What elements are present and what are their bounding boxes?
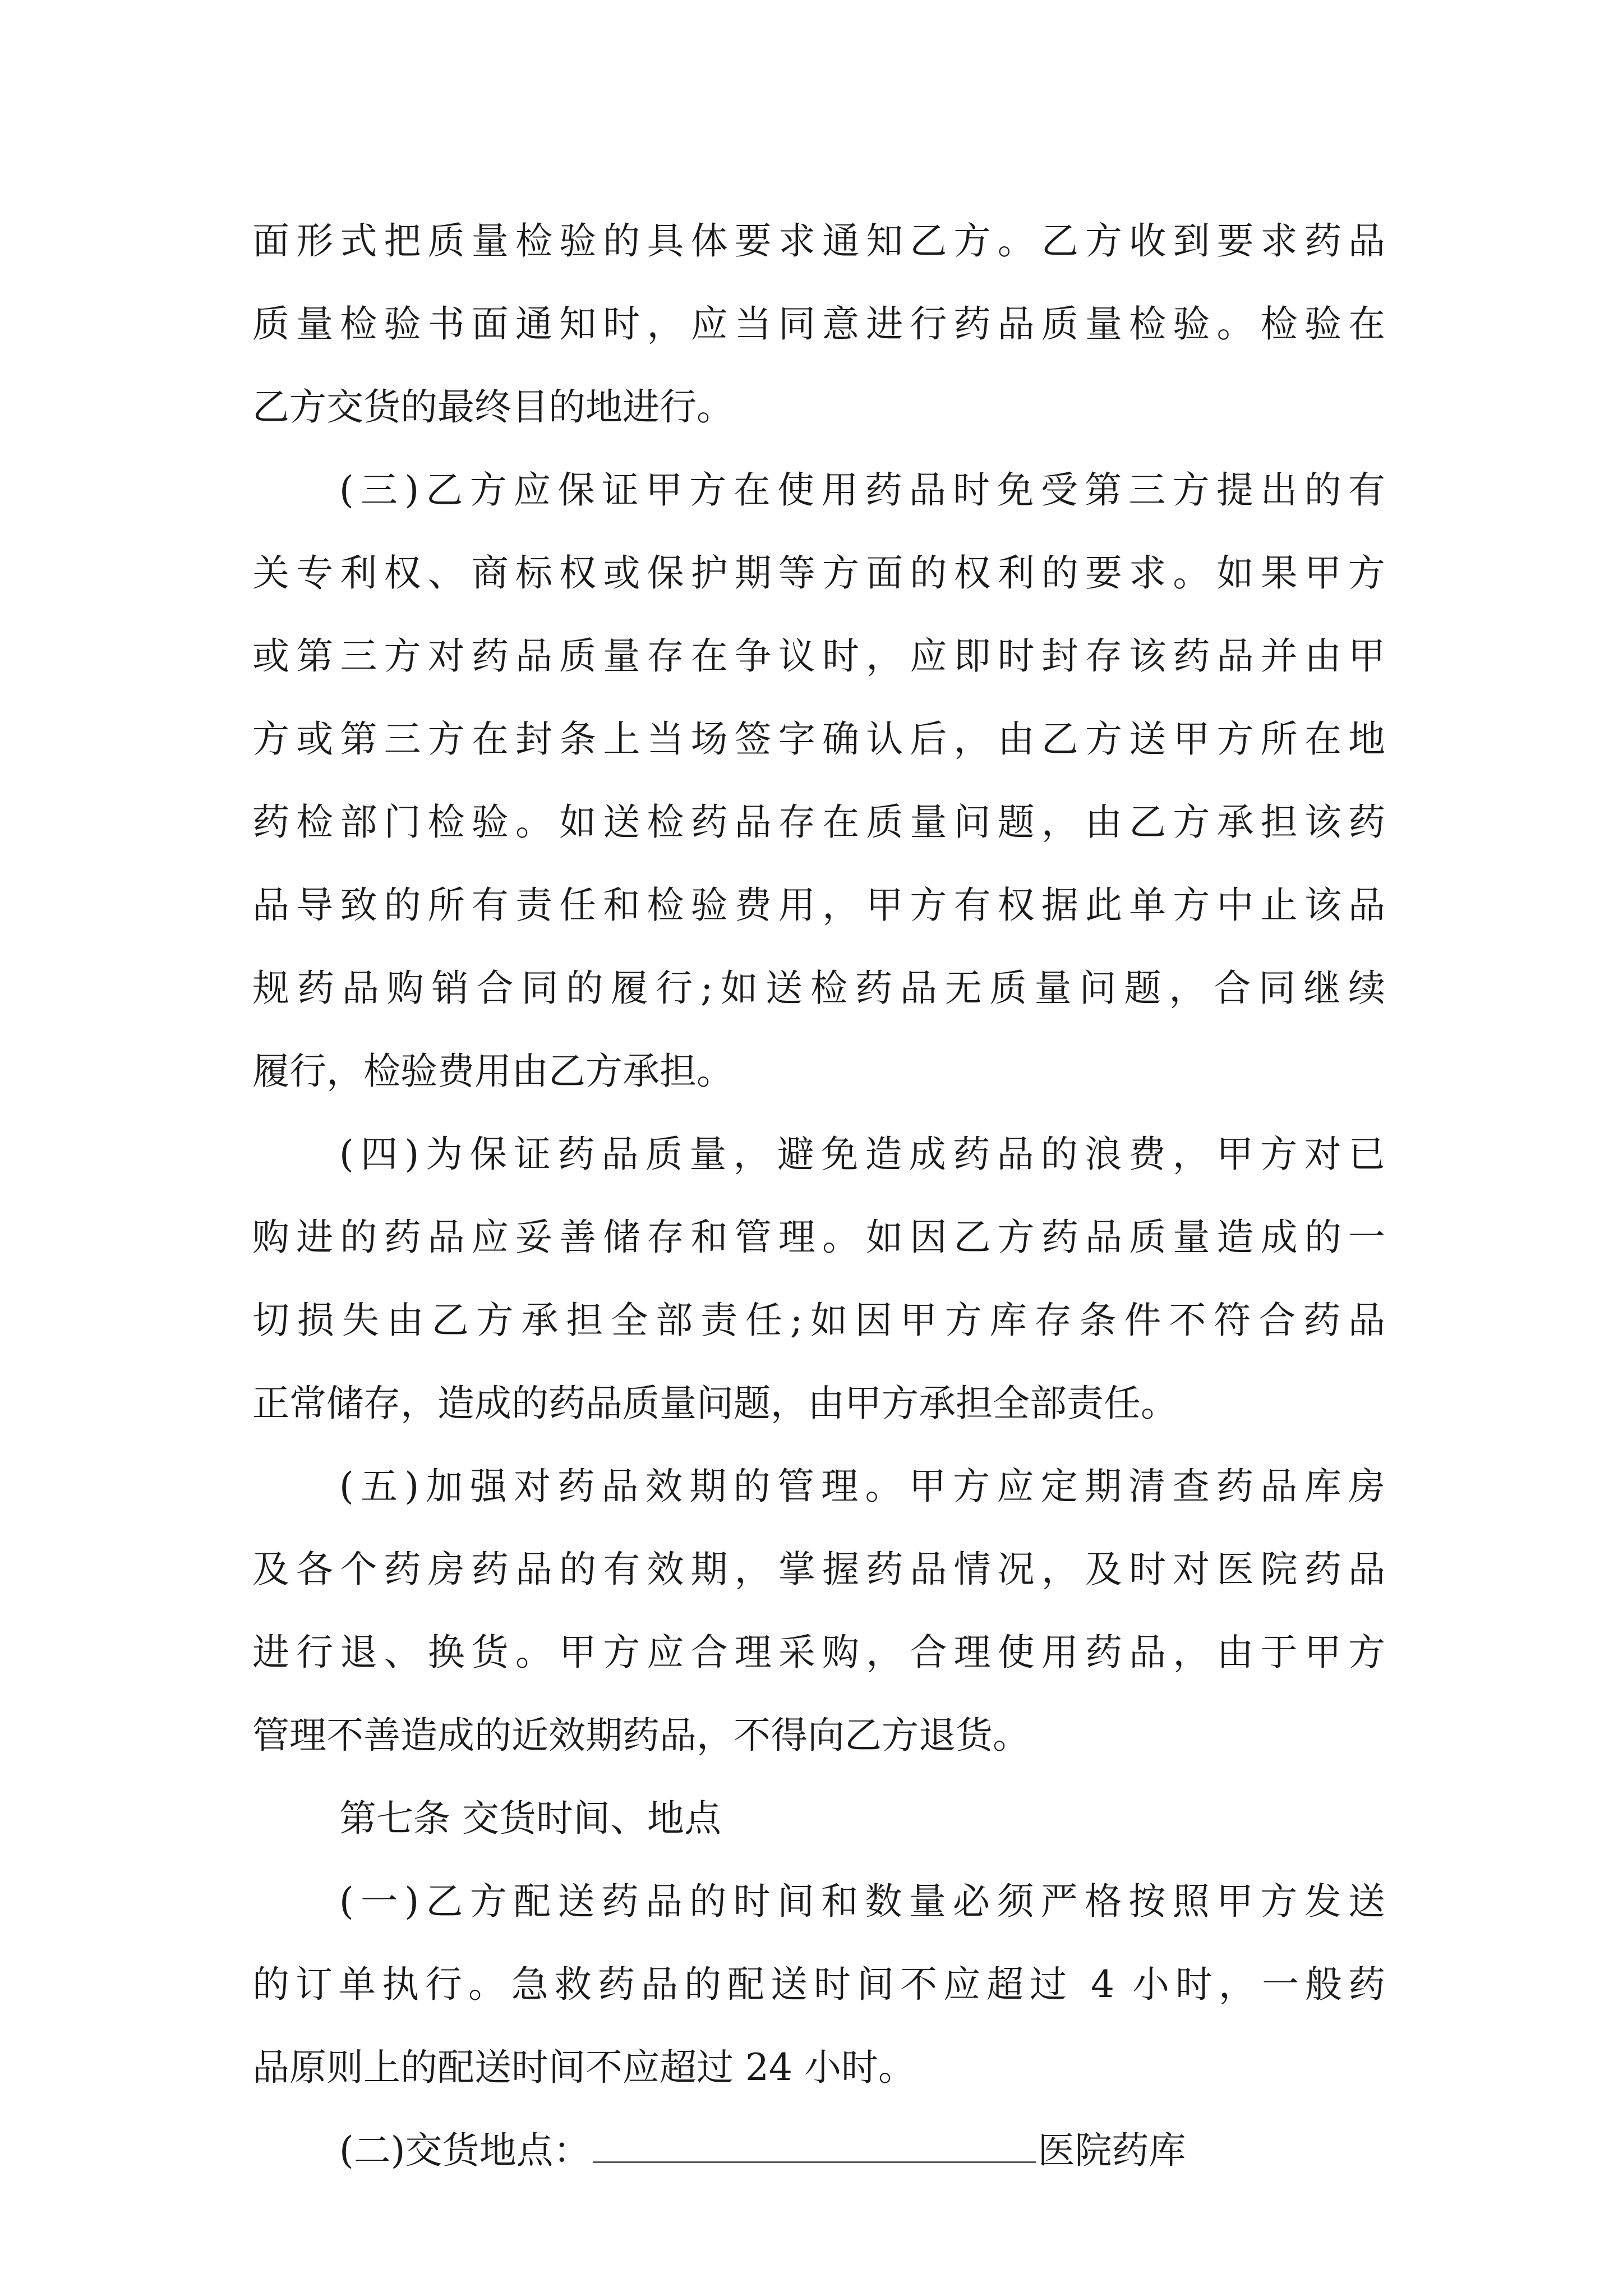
text-line: 品原则上的配送时间不应超过 24 小时。 (252, 2046, 915, 2089)
text-line: 履行，检验费用由乙方承担。 (252, 1050, 734, 1093)
text-line: 品导致的所有责任和检验费用，甲方有权据此单方中止该品 (252, 884, 1385, 927)
text-line: 及各个药房药品的有效期，掌握药品情况，及时对医院药品 (252, 1548, 1385, 1591)
text-line: 规药品购销合同的履行;如送检药品无质量问题，合同继续 (252, 967, 1385, 1010)
text-line: (三)乙方应保证甲方在使用药品时免受第三方提出的有 (339, 468, 1385, 512)
text-line: (五)加强对药品效期的管理。甲方应定期清查药品库房 (339, 1465, 1385, 1508)
delivery-place-suffix: 医院药库 (1038, 2129, 1186, 2172)
text-line: 或第三方对药品质量存在争议时，应即时封存该药品并由甲 (252, 634, 1385, 678)
text-line: 质量检验书面通知时，应当同意进行药品质量检验。检验在 (252, 302, 1385, 346)
text-line: 管理不善造成的近效期药品，不得向乙方退货。 (252, 1714, 1030, 1757)
text-line: 药检部门检验。如送检药品存在质量问题，由乙方承担该药 (252, 800, 1385, 844)
text-line: 购进的药品应妥善储存和管理。如因乙方药品质量造成的一 (252, 1216, 1385, 1259)
delivery-place-line (339, 2123, 1385, 2179)
text-line: 面形式把质量检验的具体要求通知乙方。乙方收到要求药品 (252, 219, 1385, 263)
text-line: (一)乙方配送药品的时间和数量必须严格按照甲方发送 (339, 1880, 1385, 1923)
text-line: 进行退、换货。甲方应合理采购，合理使用药品，由于甲方 (252, 1631, 1385, 1674)
text-line: 关专利权、商标权或保护期等方面的权利的要求。如果甲方 (252, 551, 1385, 595)
article-heading: 第七条 交货时间、地点 (339, 1797, 721, 1840)
text-line: 方或第三方在封条上当场签字确认后，由乙方送甲方所在地 (252, 717, 1385, 761)
text-line: 切损失由乙方承担全部责任;如因甲方库存条件不符合药品 (252, 1299, 1385, 1342)
text-line: (四)为保证药品质量，避免造成药品的浪费，甲方对已 (339, 1133, 1385, 1176)
text-line: 乙方交货的最终目的地进行。 (252, 385, 734, 429)
delivery-place-label: (二)交货地点： (339, 2129, 591, 2172)
delivery-place-blank[interactable] (593, 2128, 1036, 2163)
text-line: 正常储存，造成的药品质量问题，由甲方承担全部责任。 (252, 1382, 1178, 1425)
text-line: 的订单执行。急救药品的配送时间不应超过 4 小时，一般药 (252, 1963, 1385, 2006)
